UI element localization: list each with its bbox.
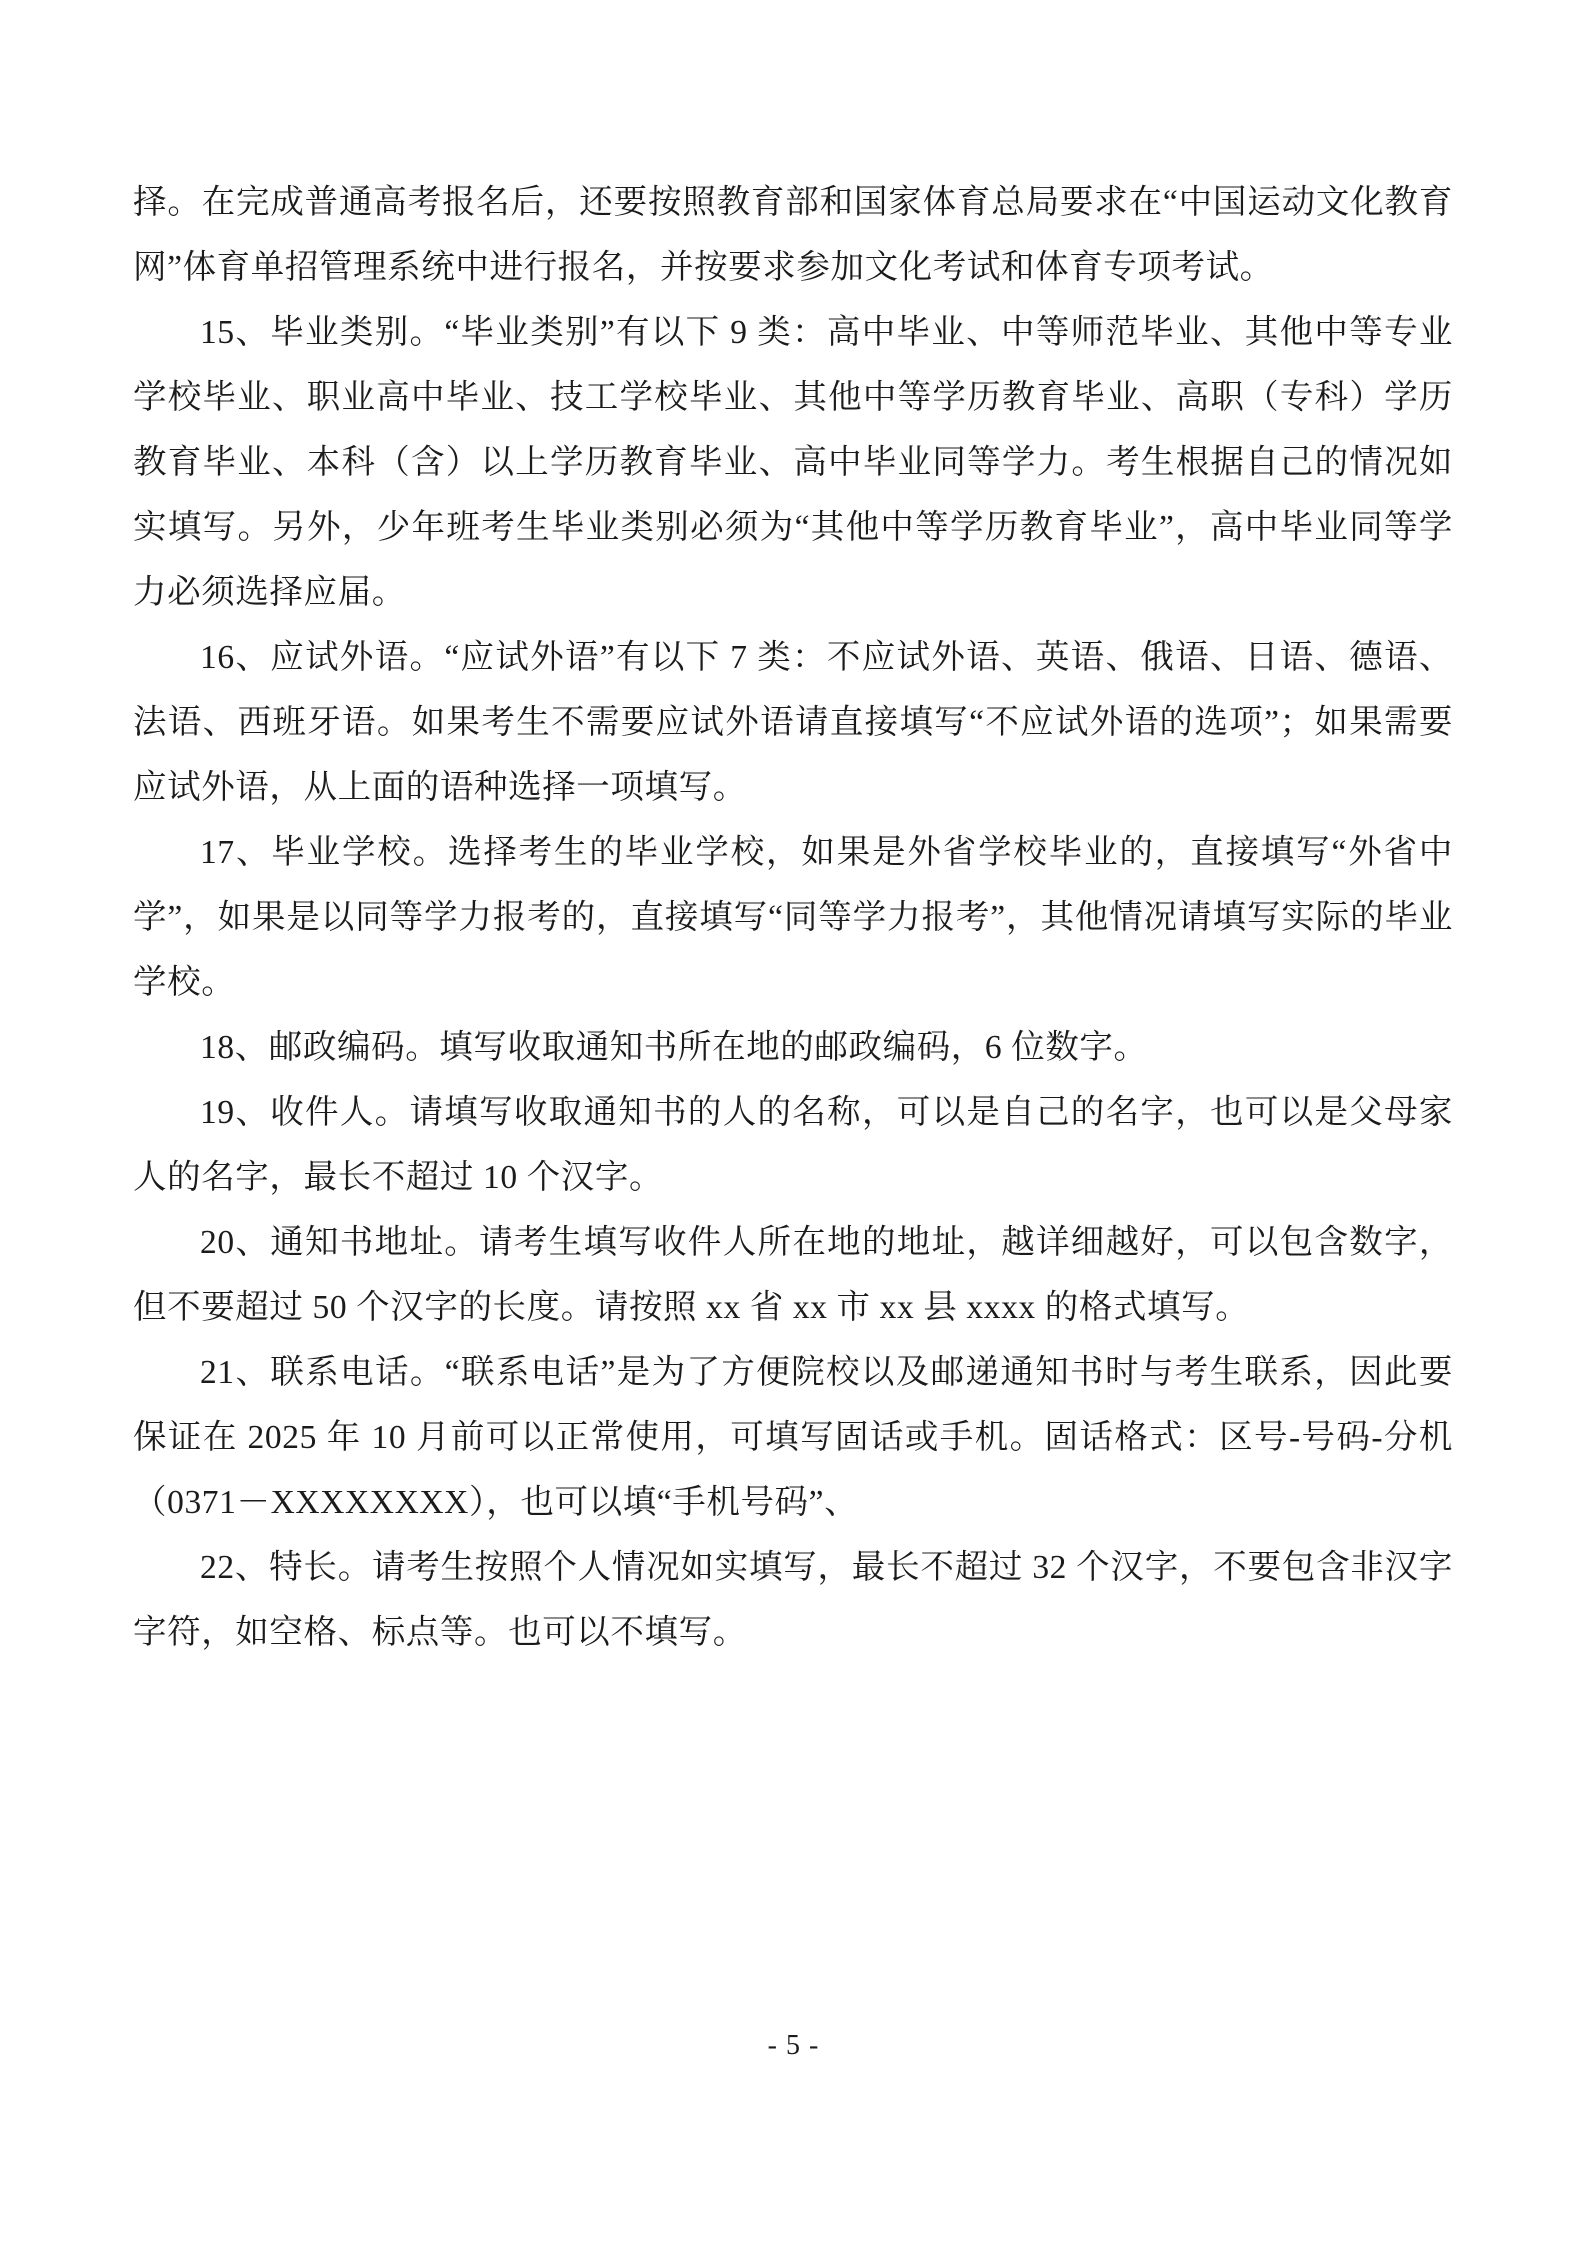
- paragraph-item-15: 15、毕业类别。“毕业类别”有以下 9 类：高中毕业、中等师范毕业、其他中等专业学校毕业、职业高中毕业、技工学校毕业、其他中等学历教育毕业、高职（专科）学历教育毕业、本科（含）以上学历教育毕业、高中毕业同等学力。考生根据自己的情况如实填写。另外，少年班考生毕业类别必须为“其他中等学历教育毕业”，高中毕业同等学力必须选择应届。: [133, 314, 1453, 611]
- paragraph-item-21: 21、联系电话。“联系电话”是为了方便院校以及邮递通知书时与考生联系，因此要保证在 2025 年 10 月前可以正常使用，可填写固话或手机。固话格式：区号-号码-分机（0371－XXXXXXXX），也可以填“手机号码”、: [133, 1354, 1453, 1521]
- paragraph-continued: 择。在完成普通高考报名后，还要按照教育部和国家体育总局要求在“中国运动文化教育网”体育单招管理系统中进行报名，并按要求参加文化考试和体育专项考试。: [133, 184, 1453, 286]
- paragraph-item-19: 19、收件人。请填写收取通知书的人的名称，可以是自己的名字，也可以是父母家人的名字，最长不超过 10 个汉字。: [133, 1094, 1453, 1196]
- paragraph-item-22: 22、特长。请考生按照个人情况如实填写，最长不超过 32 个汉字，不要包含非汉字字符，如空格、标点等。也可以不填写。: [133, 1549, 1453, 1651]
- document-body: [133, 170, 1453, 1665]
- paragraph-item-18: 18、邮政编码。填写收取通知书所在地的邮政编码，6 位数字。: [200, 1029, 1148, 1066]
- paragraph-item-20: 20、通知书地址。请考生填写收件人所在地的地址，越详细越好，可以包含数字，但不要超过 50 个汉字的长度。请按照 xx 省 xx 市 xx 县 xxxx 的格式填写。: [133, 1224, 1453, 1326]
- paragraph-item-16: 16、应试外语。“应试外语”有以下 7 类：不应试外语、英语、俄语、日语、德语、法语、西班牙语。如果考生不需要应试外语请直接填写“不应试外语的选项”；如果需要应试外语，从上面的语种选择一项填写。: [133, 639, 1453, 806]
- page-number: - 5 -: [767, 2030, 820, 2061]
- paragraph-item-17: 17、毕业学校。选择考生的毕业学校，如果是外省学校毕业的，直接填写“外省中学”，如果是以同等学力报考的，直接填写“同等学力报考”，其他情况请填写实际的毕业学校。: [133, 834, 1453, 1001]
